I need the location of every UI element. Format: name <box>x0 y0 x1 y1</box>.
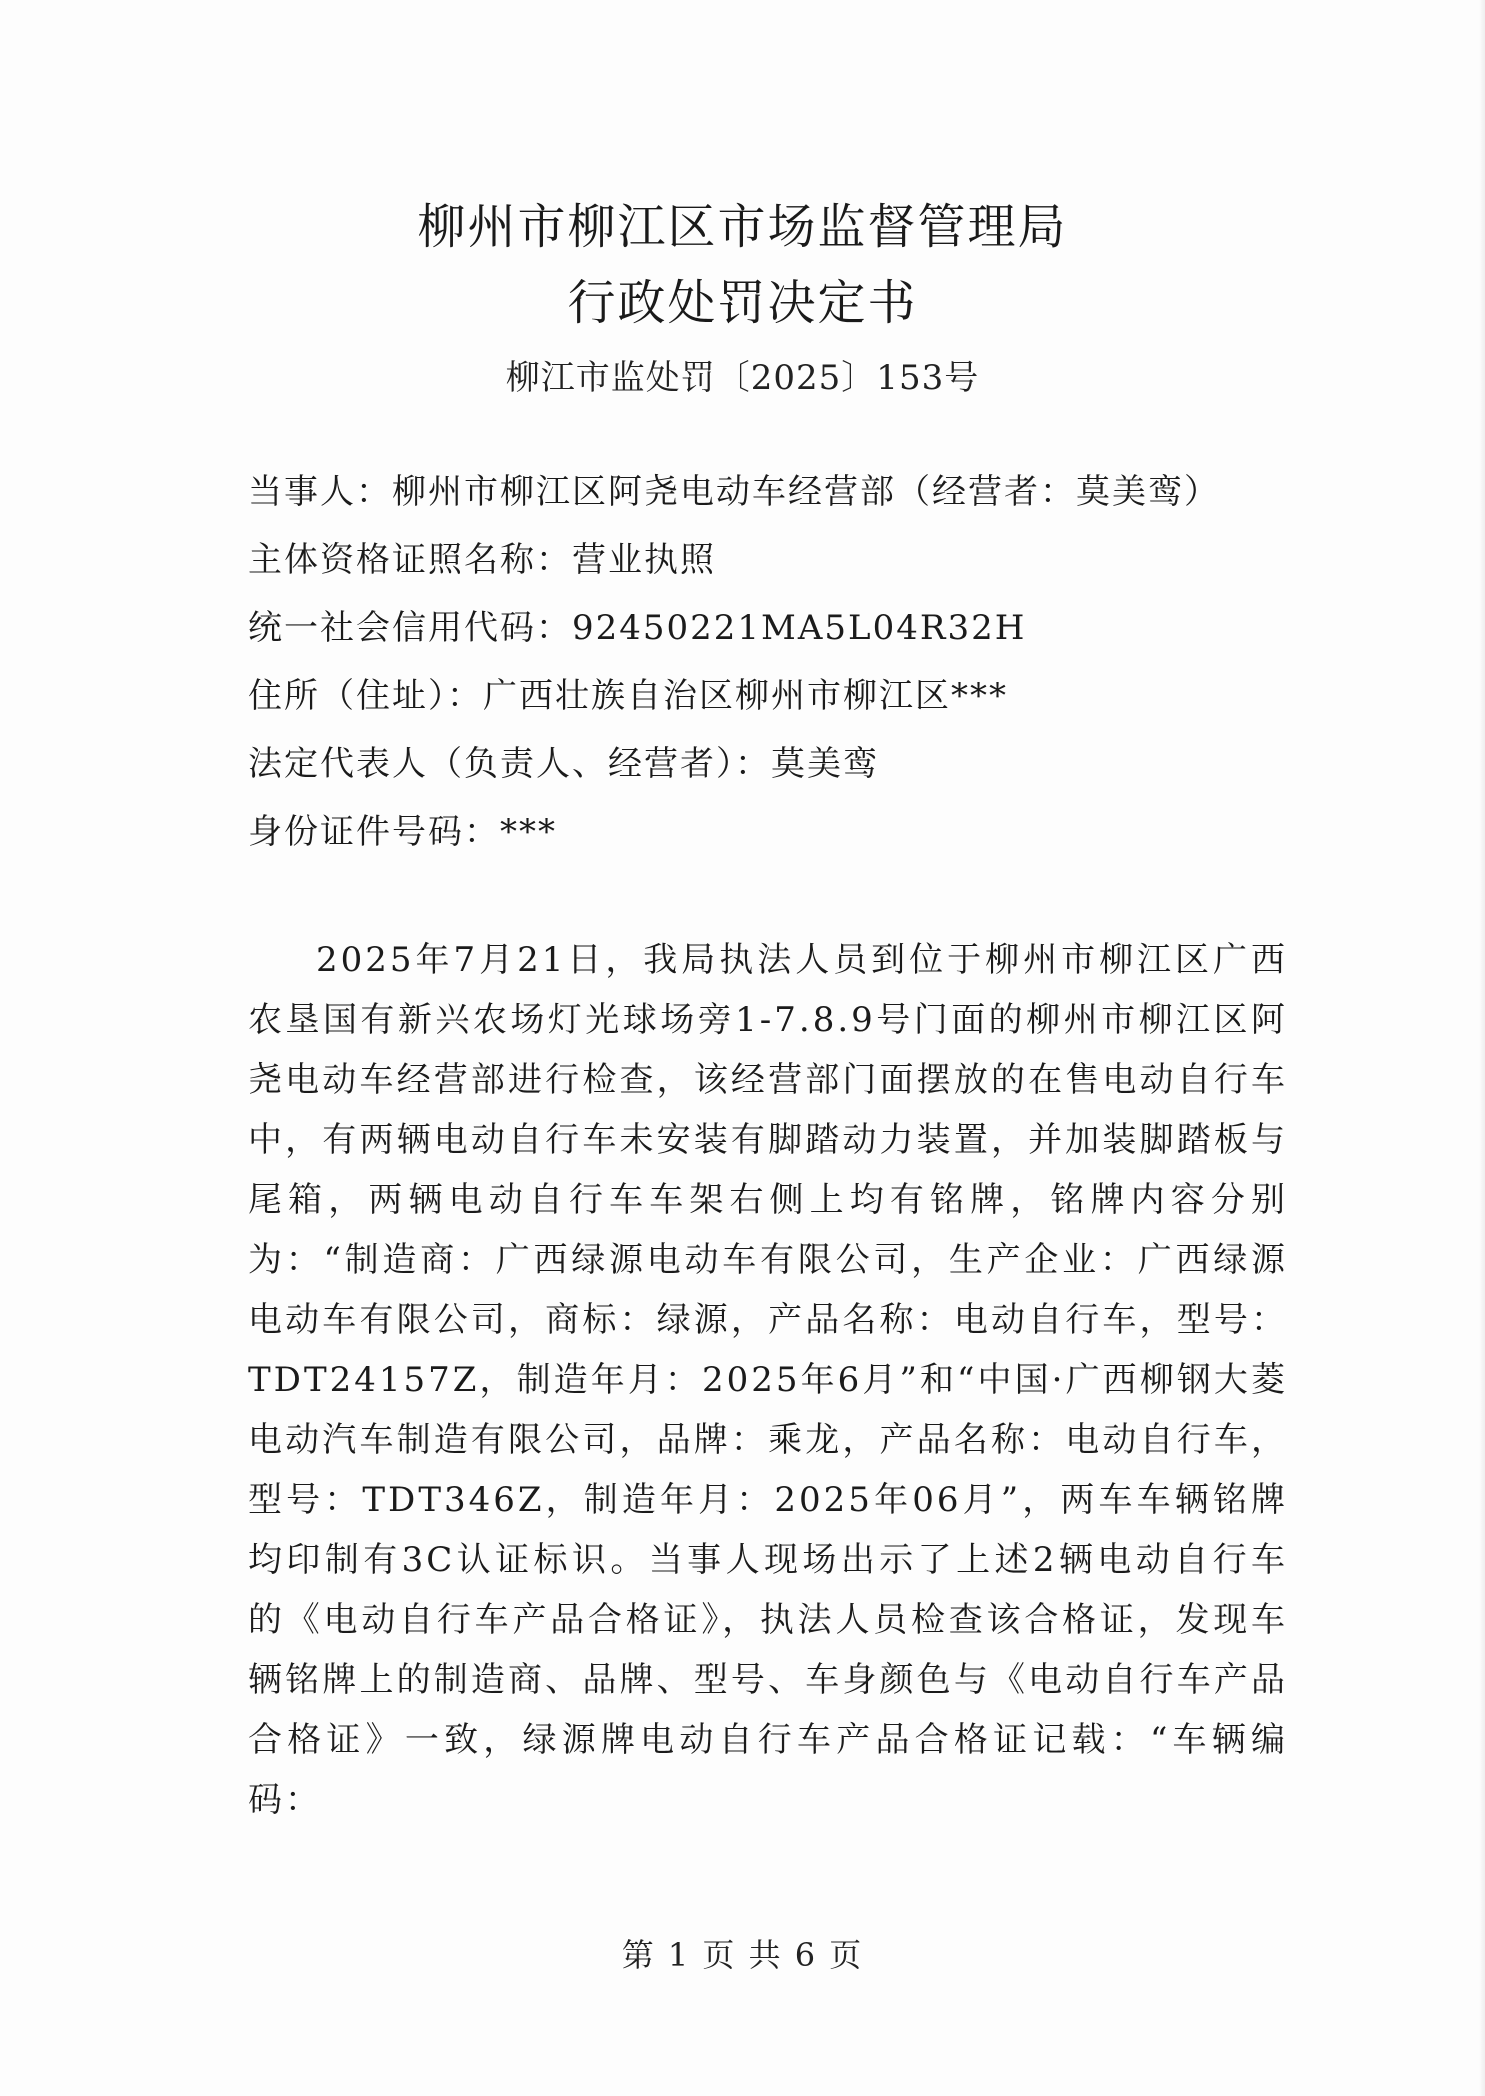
legal-representative-line: 法定代表人（负责人、经营者）：莫美鸾 <box>248 744 879 784</box>
party-info-block <box>248 458 1298 866</box>
body-paragraph: 2025年7月21日，我局执法人员到位于柳州市柳江区广西农垦国有新兴农场灯光球场旁1-7.8.9号门面的柳州市柳江区阿尧电动车经营部进行检查，该经营部门面摆放的在售电动自行车中，有两辆电动自行车未安装有脚踏动力装置，并加装脚踏板与尾箱，两辆电动自行车车架右侧上均有铭牌，铭牌内容分别为：“制造商：广西绿源电动车有限公司，生产企业：广西绿源电动车有限公司，商标：绿源，产品名称：电动自行车，型号：TDT24157Z，制造年月：2025年6月”和“中国·广西柳钢大菱电动汽车制造有限公司，品牌：乘龙，产品名称：电动自行车，型号：TDT346Z，制造年月：2025年06月”，两车车辆铭牌均印制有3C认证标识。当事人现场出示了上述2辆电动自行车的《电动自行车产品合格证》，执法人员检查该合格证，发现车辆铭牌上的制造商、品牌、型号、车身颜色与《电动自行车产品合格证》一致，绿源牌电动自行车产品合格证记载：“车辆编码： <box>248 940 1288 1820</box>
party-name-line: 当事人：柳州市柳江区阿尧电动车经营部（经营者：莫美鸾） <box>248 472 1220 512</box>
document-title-type: 行政处罚决定书 <box>567 275 918 331</box>
document-number: 柳江市监处罚〔2025〕153号 <box>505 358 980 398</box>
id-number-line: 身份证件号码：*** <box>248 812 557 852</box>
page-number-footer: 第 1 页 共 6 页 <box>621 1936 864 1974</box>
license-name-line: 主体资格证照名称：营业执照 <box>248 540 716 580</box>
document-title-agency: 柳州市柳江区市场监督管理局 <box>417 199 1068 255</box>
address-line: 住所（住址）：广西壮族自治区柳州市柳江区*** <box>248 676 1008 716</box>
credit-code-line: 统一社会信用代码：92450221MA5L04R32H <box>248 608 1027 648</box>
